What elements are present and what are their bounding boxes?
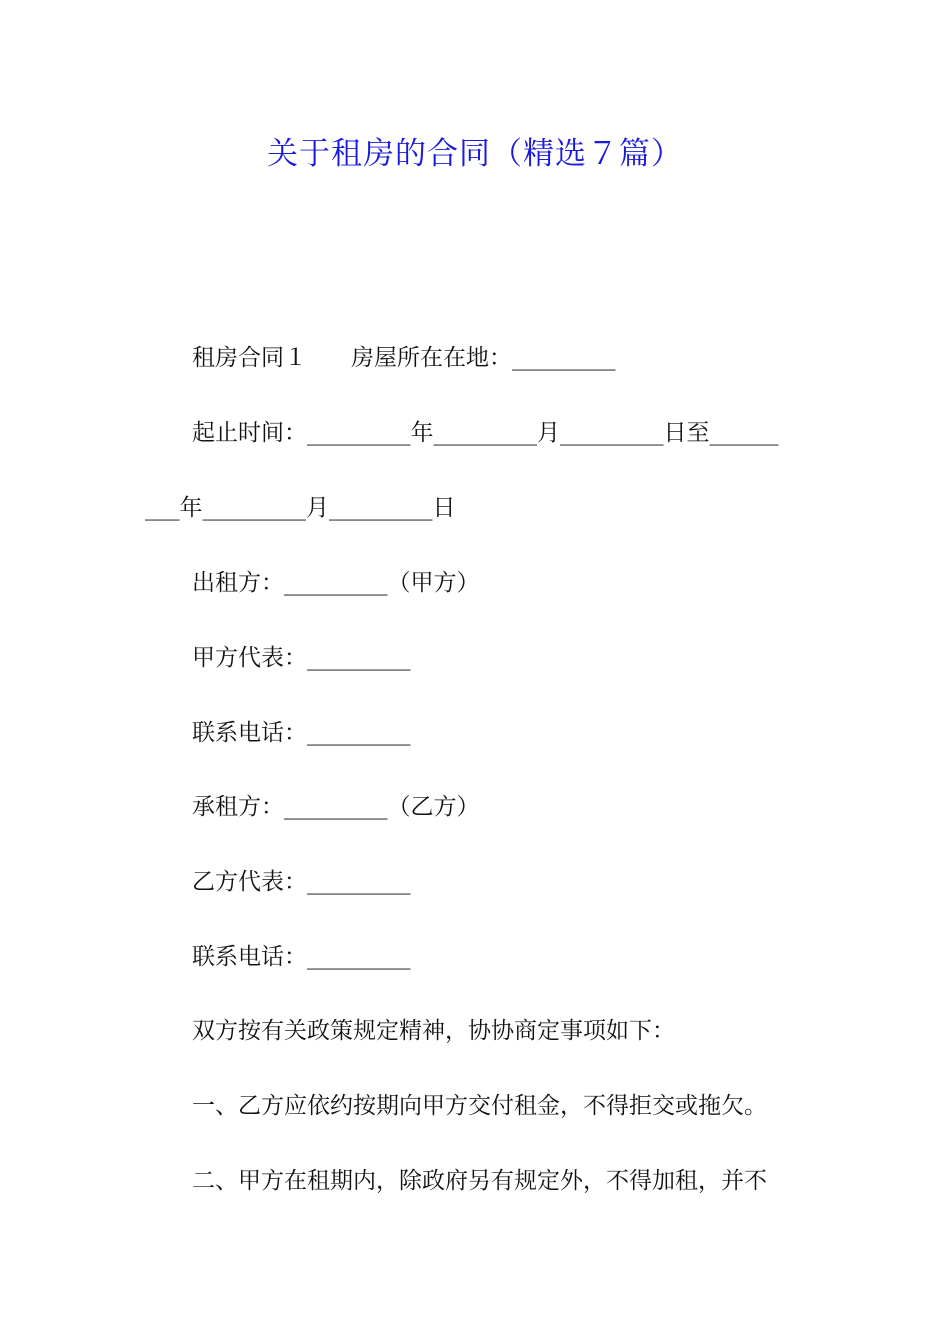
- contract-number: 租房合同１: [192, 345, 307, 371]
- agreement-intro-line: 双方按有关政策规定精神，协协商定事项如下：: [192, 1018, 675, 1044]
- lessor-line: 出租方：_________（甲方）: [192, 570, 480, 596]
- clause-1-line: 一、乙方应依约按期向甲方交付租金，不得拒交或拖欠。: [192, 1093, 767, 1119]
- party-a-phone-line: 联系电话：_________: [192, 720, 411, 746]
- clause-2-line: 二、甲方在租期内，除政府另有规定外，不得加租，并不: [192, 1168, 767, 1194]
- party-b-representative-line: 乙方代表：_________: [192, 869, 411, 895]
- term-start-line: 起止时间：_________年_________月_________日至______: [192, 420, 779, 446]
- property-location: 房屋所在在地：_________: [351, 345, 616, 371]
- document-title: 关于租房的合同（精选７篇）: [267, 136, 683, 172]
- lessee-line: 承租方：_________（乙方）: [192, 794, 480, 820]
- party-a-representative-line: 甲方代表：_________: [192, 645, 411, 671]
- term-end-line: ___年_________月_________日: [145, 495, 456, 521]
- contract-heading-line: [192, 343, 616, 373]
- party-b-phone-line: 联系电话：_________: [192, 944, 411, 970]
